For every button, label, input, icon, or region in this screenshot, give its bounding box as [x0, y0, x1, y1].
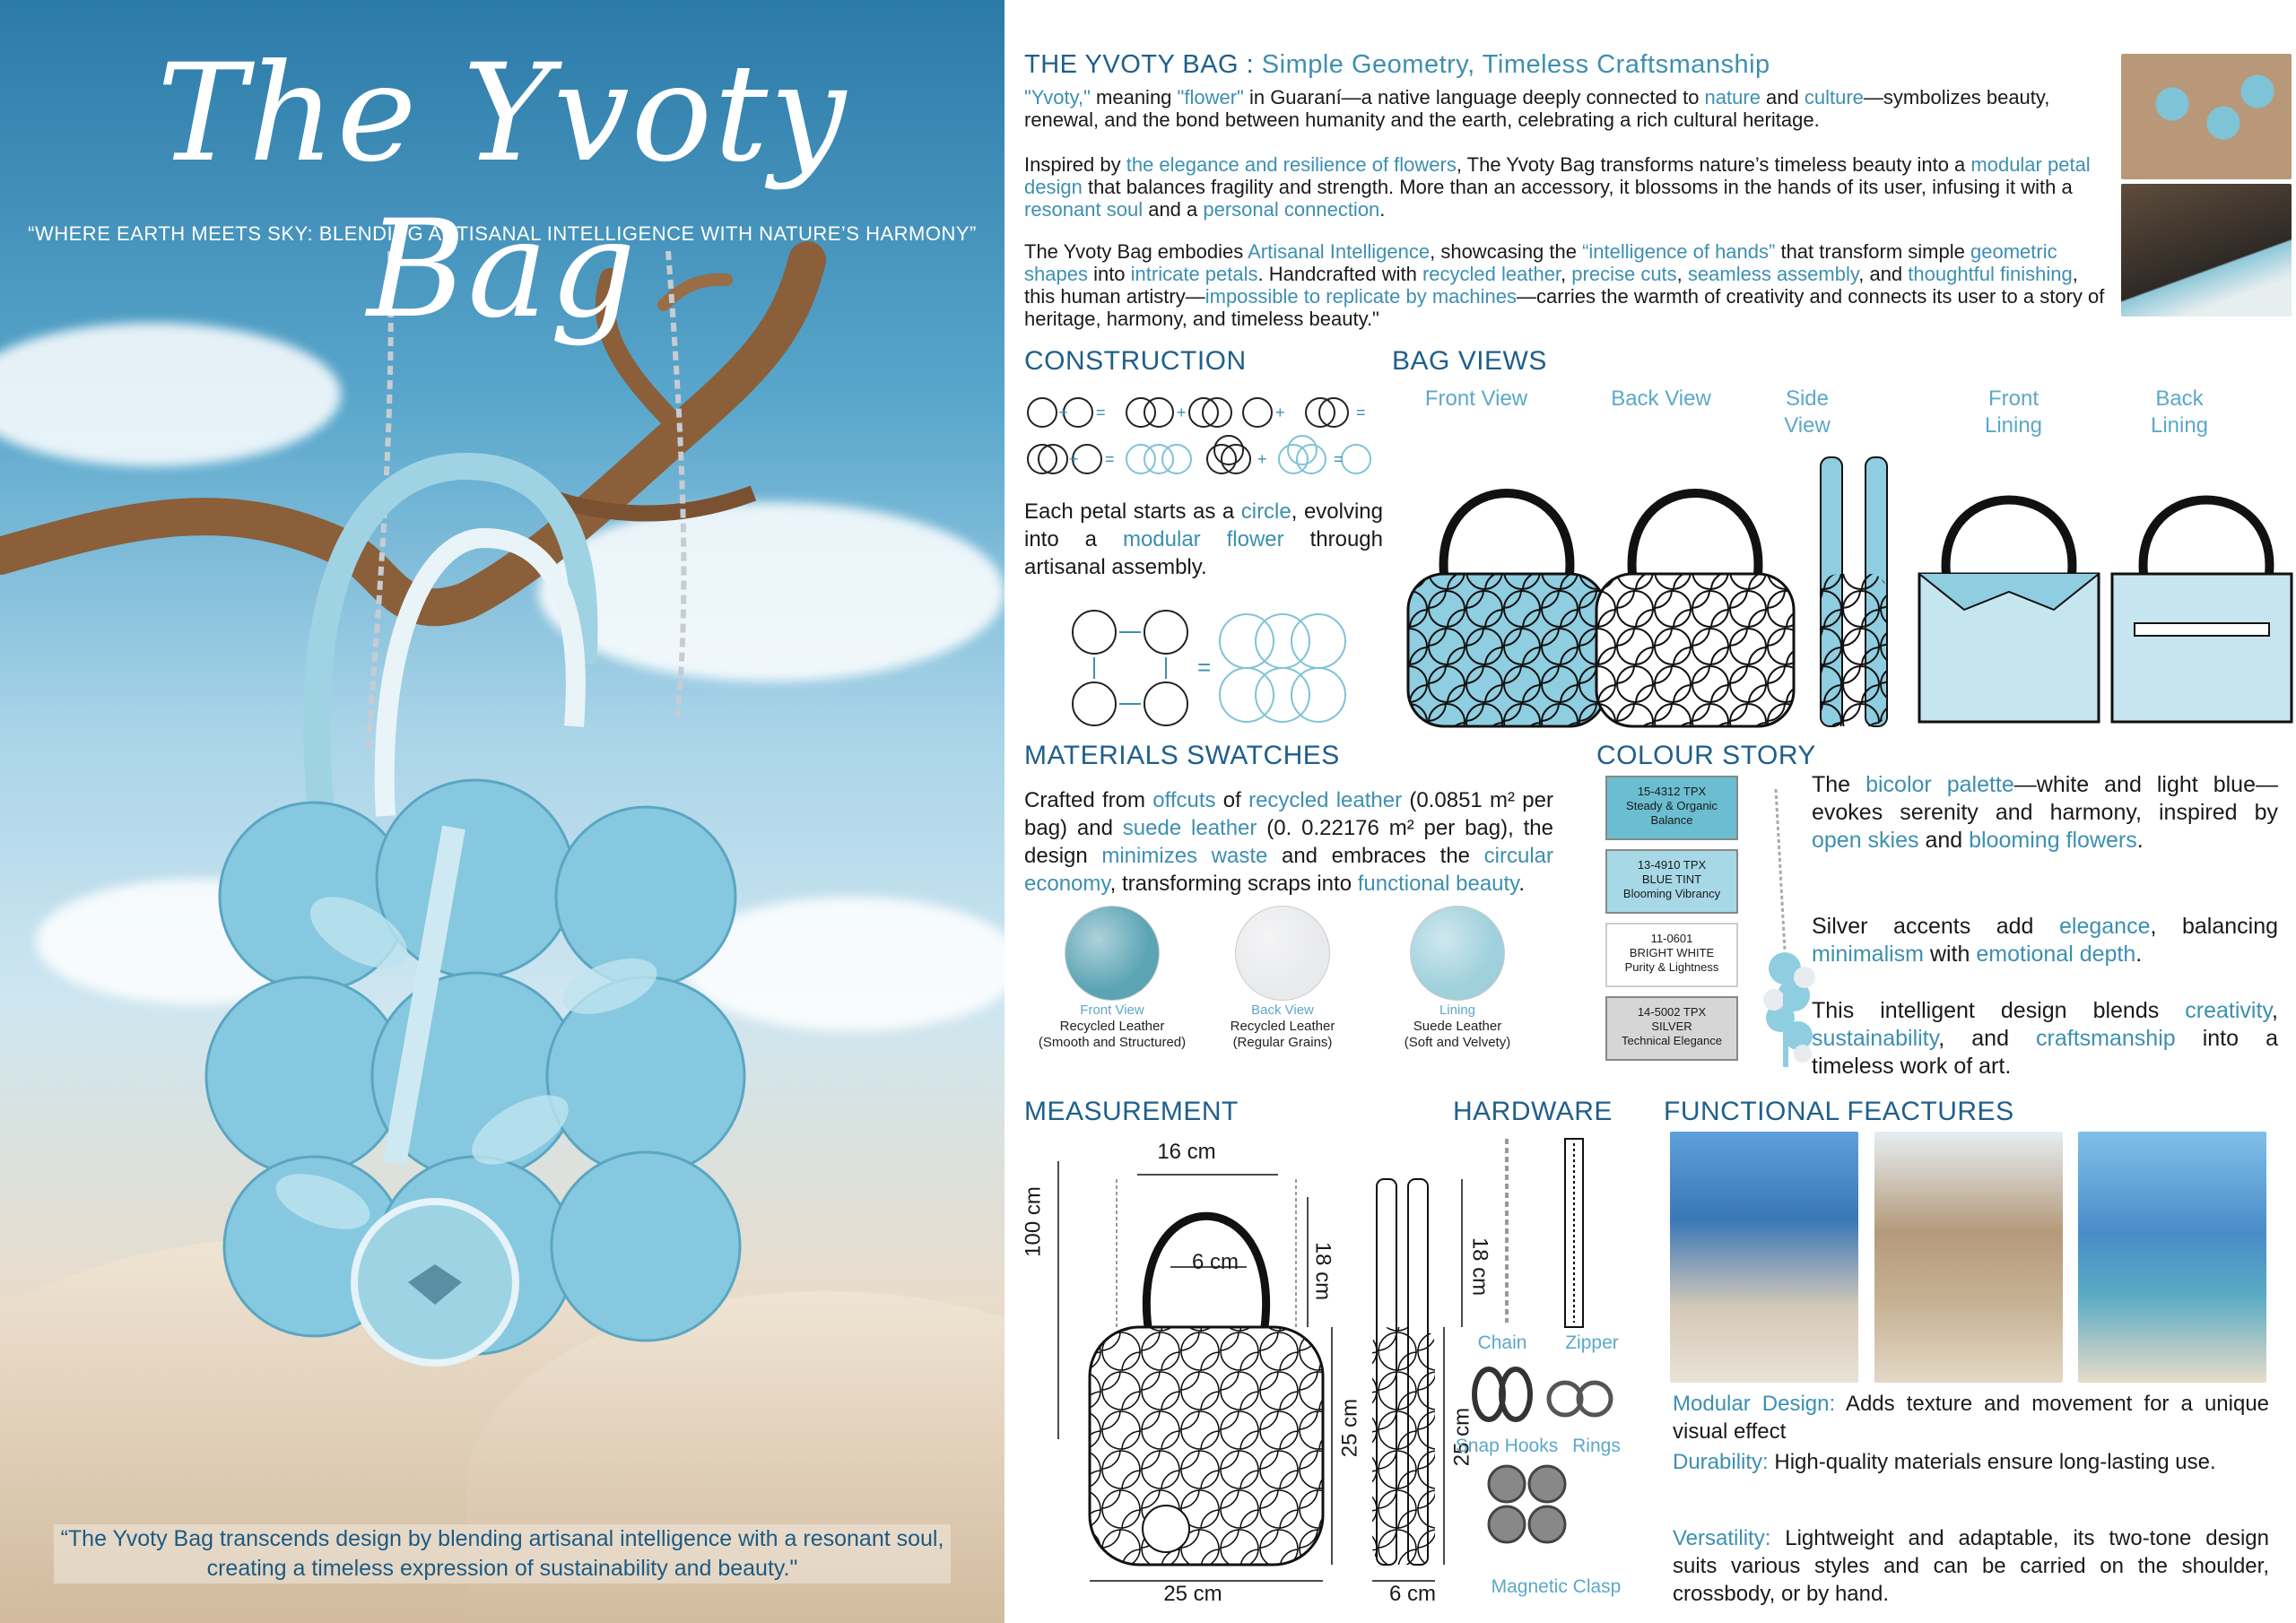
- chip-name2: Balance: [1650, 813, 1693, 827]
- colour-text-2: [1812, 913, 2278, 968]
- txt: creativity: [2185, 998, 2273, 1023]
- txt: "Yvoty,": [1024, 86, 1091, 108]
- colour-text-3: [1812, 997, 2278, 1081]
- svg-text:=: =: [1197, 654, 1212, 681]
- hardware-chain-label: Chain: [1477, 1332, 1527, 1353]
- svg-text:=: =: [1356, 404, 1366, 421]
- construction-diagram: [1024, 387, 1383, 477]
- txt: in Guaraní—a native language deeply connected to: [1243, 86, 1705, 108]
- poster-quote: “The Yvoty Bag transcends design by blending artisanal intelligence with a resonant soul, creating a timeless expression of sustainability and beauty.": [54, 1524, 951, 1584]
- feature-item-2: [1673, 1524, 2269, 1608]
- svg-text:+: +: [1069, 450, 1079, 468]
- txt: open skies: [1812, 828, 1919, 853]
- chip-code: 14-5002 TPX: [1637, 1005, 1707, 1019]
- feature-photo-hand: [1874, 1132, 2063, 1383]
- txt: , The Yvoty Bag transforms nature’s timeless beauty into a: [1456, 153, 1971, 176]
- dim-top-width: 16 cm: [1157, 1140, 1216, 1164]
- dim-strap: 100 cm: [1021, 1186, 1046, 1257]
- feature-photo-shoulder: [1670, 1132, 1858, 1383]
- chip-name2: Purity & Lightness: [1624, 960, 1719, 974]
- txt: functional beauty: [1357, 872, 1519, 896]
- feature-text: High-quality materials ensure long-lasting use.: [1768, 1450, 2216, 1474]
- feature-text: Adds texture and movement for a unique visual effect: [1673, 1392, 2270, 1444]
- txt: The: [1812, 772, 1866, 797]
- txt: , transforming scraps into: [1109, 872, 1358, 896]
- dim-body-height: 25 cm: [1337, 1398, 1362, 1458]
- colour-chip-0: [1605, 776, 1738, 840]
- txt: Inspired by: [1024, 153, 1126, 176]
- swatch-view-0: Front View: [1080, 1002, 1144, 1018]
- poster-title: The Yvoty Bag: [156, 36, 848, 348]
- swatch-circle-1: [1235, 906, 1330, 1001]
- txt: recycled leather: [1248, 788, 1403, 812]
- colour-bag-illustration: [1749, 789, 1821, 1076]
- svg-text:+: +: [1257, 450, 1267, 468]
- txt: and embraces the: [1267, 844, 1484, 868]
- txt: and a: [1143, 198, 1204, 221]
- txt: and: [1760, 86, 1805, 108]
- txt: and: [1918, 828, 1970, 853]
- svg-text:=: =: [1096, 404, 1106, 421]
- bag-hero-illustration: [179, 430, 861, 1417]
- txt: This intelligent design blends: [1812, 998, 2186, 1023]
- txt: blooming flowers: [1969, 828, 2137, 853]
- svg-text:=: =: [1105, 450, 1115, 468]
- txt: precise cuts: [1571, 263, 1677, 285]
- chip-code: 15-4312 TPX: [1637, 785, 1707, 798]
- swatch-circle-0: [1065, 906, 1160, 1001]
- txt: of: [1215, 788, 1249, 812]
- txt: (0.0851 m² per bag) and: [1024, 788, 1553, 840]
- svg-text:+: +: [1275, 404, 1285, 421]
- hardware-magnet-label: Magnetic Clasp: [1491, 1576, 1622, 1597]
- intro-paragraph-2: [1024, 153, 2109, 221]
- hardware-zipper-label: Zipper: [1565, 1332, 1619, 1353]
- txt: emotional depth: [1976, 942, 2136, 967]
- info-panel: [1004, 0, 2296, 1623]
- petal-assembly-diagram: [1067, 605, 1390, 740]
- txt: minimalism: [1812, 942, 1924, 967]
- view-label-back: Back View: [1611, 386, 1711, 411]
- txt: circle: [1240, 499, 1292, 524]
- txt: craftsmanship: [2036, 1026, 2176, 1051]
- swatch-view-1: Back View: [1251, 1002, 1314, 1018]
- chip-name2: Blooming Vibrancy: [1622, 887, 1721, 900]
- txt: culture: [1804, 86, 1864, 108]
- svg-text:+: +: [1177, 404, 1187, 421]
- swatch-circle-2: [1410, 906, 1505, 1001]
- txt: with: [1924, 942, 1977, 967]
- intro-paragraph-1: [1024, 86, 2109, 131]
- txt: bicolor palette: [1866, 772, 2014, 797]
- chip-name: SILVER: [1651, 1020, 1692, 1033]
- txt: Silver accents add: [1812, 914, 2059, 939]
- view-label-front: Front View: [1424, 386, 1528, 411]
- intro-heading-main: THE YVOTY BAG :: [1024, 50, 1262, 79]
- dim-side-width: 6 cm: [1388, 1582, 1436, 1606]
- txt: circular economy: [1024, 844, 1553, 896]
- hardware-rings-label: Rings: [1572, 1436, 1621, 1456]
- colour-chip-2: [1605, 923, 1738, 987]
- txt: meaning: [1090, 86, 1178, 108]
- swatch-detail-1: (Regular Grains): [1232, 1035, 1333, 1050]
- materials-text: [1024, 786, 1553, 898]
- construction-heading: CONSTRUCTION: [1024, 346, 1247, 376]
- txt: personal connection: [1203, 198, 1380, 221]
- hardware-heading: HARDWARE: [1453, 1097, 1613, 1126]
- txt: thoughtful finishing: [1908, 263, 2073, 285]
- intro-heading: [1024, 50, 1770, 80]
- feature-text: Lightweight and adaptable, its two-tone design suits various styles and can be carried on the shoulder, crossbody, or by hand.: [1673, 1526, 2269, 1606]
- txt: recycled leather: [1422, 263, 1561, 285]
- txt: .: [2135, 942, 2143, 967]
- swatch-view-2: Lining: [1439, 1002, 1476, 1018]
- txt: , and: [1858, 263, 1909, 285]
- txt: —white and light blue—evokes serenity and harmony, inspired by: [1812, 772, 2278, 825]
- view-label-side: Side View: [1784, 386, 1831, 438]
- txt: suede leather: [1122, 816, 1257, 840]
- process-photo-2: [2121, 184, 2292, 317]
- intro-paragraph-3: [1024, 240, 2109, 330]
- txt: geometric shapes: [1024, 240, 2057, 285]
- process-photo-1: [2121, 54, 2292, 179]
- txt: elegance: [2059, 914, 2151, 939]
- colour-chip-3: [1605, 996, 1738, 1061]
- hero-poster: [0, 0, 1004, 1623]
- hardware-snap-label: Snap Hooks: [1455, 1436, 1559, 1456]
- txt: into a timeless work of art.: [1812, 1026, 2278, 1079]
- txt: impossible to replicate by machines: [1205, 285, 1518, 308]
- txt: modular flower: [1122, 527, 1284, 551]
- chip-name2: Technical Elegance: [1621, 1034, 1723, 1047]
- txt: minimizes waste: [1101, 844, 1268, 868]
- txt: that transform simple: [1775, 240, 1970, 263]
- txt: offcuts: [1152, 788, 1216, 812]
- chip-name: Steady & Organic: [1626, 799, 1718, 812]
- features-heading: FUNCTIONAL FEACTURES: [1664, 1097, 2014, 1126]
- txt: Crafted from: [1024, 788, 1153, 812]
- chip-name: BLUE TINT: [1641, 872, 1702, 886]
- svg-text:=: =: [1334, 450, 1344, 468]
- swatch-name-1: Recycled Leather: [1230, 1019, 1335, 1034]
- txt: nature: [1704, 86, 1761, 108]
- dim-side-handle-height: 18 cm: [1467, 1237, 1492, 1297]
- txt: , this human artistry—: [1024, 263, 2078, 308]
- chip-code: 11-0601: [1650, 932, 1693, 945]
- chip-code: 13-4910 TPX: [1637, 858, 1707, 872]
- txt: .: [1518, 872, 1526, 896]
- txt: sustainability: [1812, 1026, 1939, 1051]
- dim-handle-height: 18 cm: [1310, 1241, 1335, 1301]
- construction-text: [1024, 498, 1383, 581]
- svg-text:+: +: [1058, 404, 1068, 421]
- txt: (0. 0.22176 m² per bag), the design: [1024, 816, 1553, 868]
- txt: through artisanal assembly.: [1024, 527, 1383, 579]
- colour-story-heading: COLOUR STORY: [1596, 741, 1816, 770]
- txt: , balancing: [2150, 914, 2278, 939]
- colour-chip-1: [1605, 849, 1738, 914]
- feature-title: Durability:: [1673, 1450, 1769, 1474]
- swatch-detail-2: (Soft and Velvety): [1404, 1035, 1511, 1050]
- intro-heading-sub: Simple Geometry, Timeless Craftsmanship: [1261, 50, 1770, 79]
- txt: ,: [1676, 263, 1688, 285]
- txt: Each petal starts as a: [1024, 499, 1241, 524]
- txt: intricate petals: [1130, 263, 1258, 285]
- txt: ,: [1561, 263, 1572, 285]
- view-label-front-lining: Front Lining: [1984, 386, 2043, 438]
- feature-item-1: [1673, 1448, 2269, 1476]
- materials-heading: MATERIALS SWATCHES: [1024, 741, 1340, 770]
- txt: , showcasing the: [1430, 240, 1583, 263]
- txt: seamless assembly: [1687, 263, 1859, 285]
- bag-views-illustration: [1390, 439, 2296, 735]
- measurement-diagram: [1022, 1134, 1489, 1610]
- txt: "flower": [1177, 86, 1244, 108]
- swatch-name-2: Suede Leather: [1413, 1019, 1502, 1034]
- swatch-name-0: Recycled Leather: [1059, 1019, 1165, 1034]
- txt: , evolving into a: [1024, 499, 1383, 551]
- swatch-detail-0: (Smooth and Structured): [1038, 1035, 1187, 1050]
- bag-views-heading: BAG VIEWS: [1392, 346, 1547, 376]
- feature-title: Versatility:: [1673, 1526, 1771, 1550]
- txt: . Handcrafted with: [1257, 263, 1422, 285]
- dim-handle-gap: 6 cm: [1191, 1250, 1239, 1274]
- txt: The Yvoty Bag embodies: [1024, 240, 1248, 263]
- feature-title: Modular Design:: [1673, 1392, 1836, 1416]
- dim-bottom: 25 cm: [1163, 1582, 1222, 1606]
- poster-subtitle: “WHERE EARTH MEETS SKY: BLENDING ARTISANAL INTELLIGENCE WITH NATURE’S HARMONY”: [28, 222, 977, 245]
- txt: .: [1379, 198, 1386, 221]
- view-label-back-lining: Back Lining: [2150, 386, 2209, 438]
- txt: —symbolizes beauty, renewal, and the bond between humanity and the earth, celebrating a rich cultural heritage.: [1024, 86, 2050, 131]
- feature-photo-crossbody: [2078, 1132, 2266, 1383]
- txt: .: [2136, 828, 2144, 853]
- txt: Artisanal Intelligence: [1248, 240, 1431, 263]
- measurement-heading: MEASUREMENT: [1024, 1097, 1239, 1126]
- colour-text-1: [1812, 771, 2278, 855]
- txt: ,: [2272, 998, 2278, 1023]
- txt: resonant soul: [1024, 198, 1144, 221]
- txt: “intelligence of hands”: [1582, 240, 1776, 263]
- txt: the elegance and resilience of flowers: [1126, 153, 1457, 176]
- txt: , and: [1938, 1026, 2037, 1051]
- feature-item-0: [1673, 1390, 2269, 1445]
- chip-name: BRIGHT WHITE: [1629, 946, 1715, 959]
- dim-side-body-height: 25 cm: [1449, 1407, 1474, 1467]
- txt: modular petal design: [1024, 153, 2091, 198]
- txt: that balances fragility and strength. More than an accessory, it blossoms in the hands of its user, infusing it with a: [1082, 176, 2073, 198]
- txt: —carries the warmth of creativity and connects its user to a story of heritage, harmony, and timeless beauty.": [1024, 285, 2105, 330]
- txt: into: [1087, 263, 1131, 285]
